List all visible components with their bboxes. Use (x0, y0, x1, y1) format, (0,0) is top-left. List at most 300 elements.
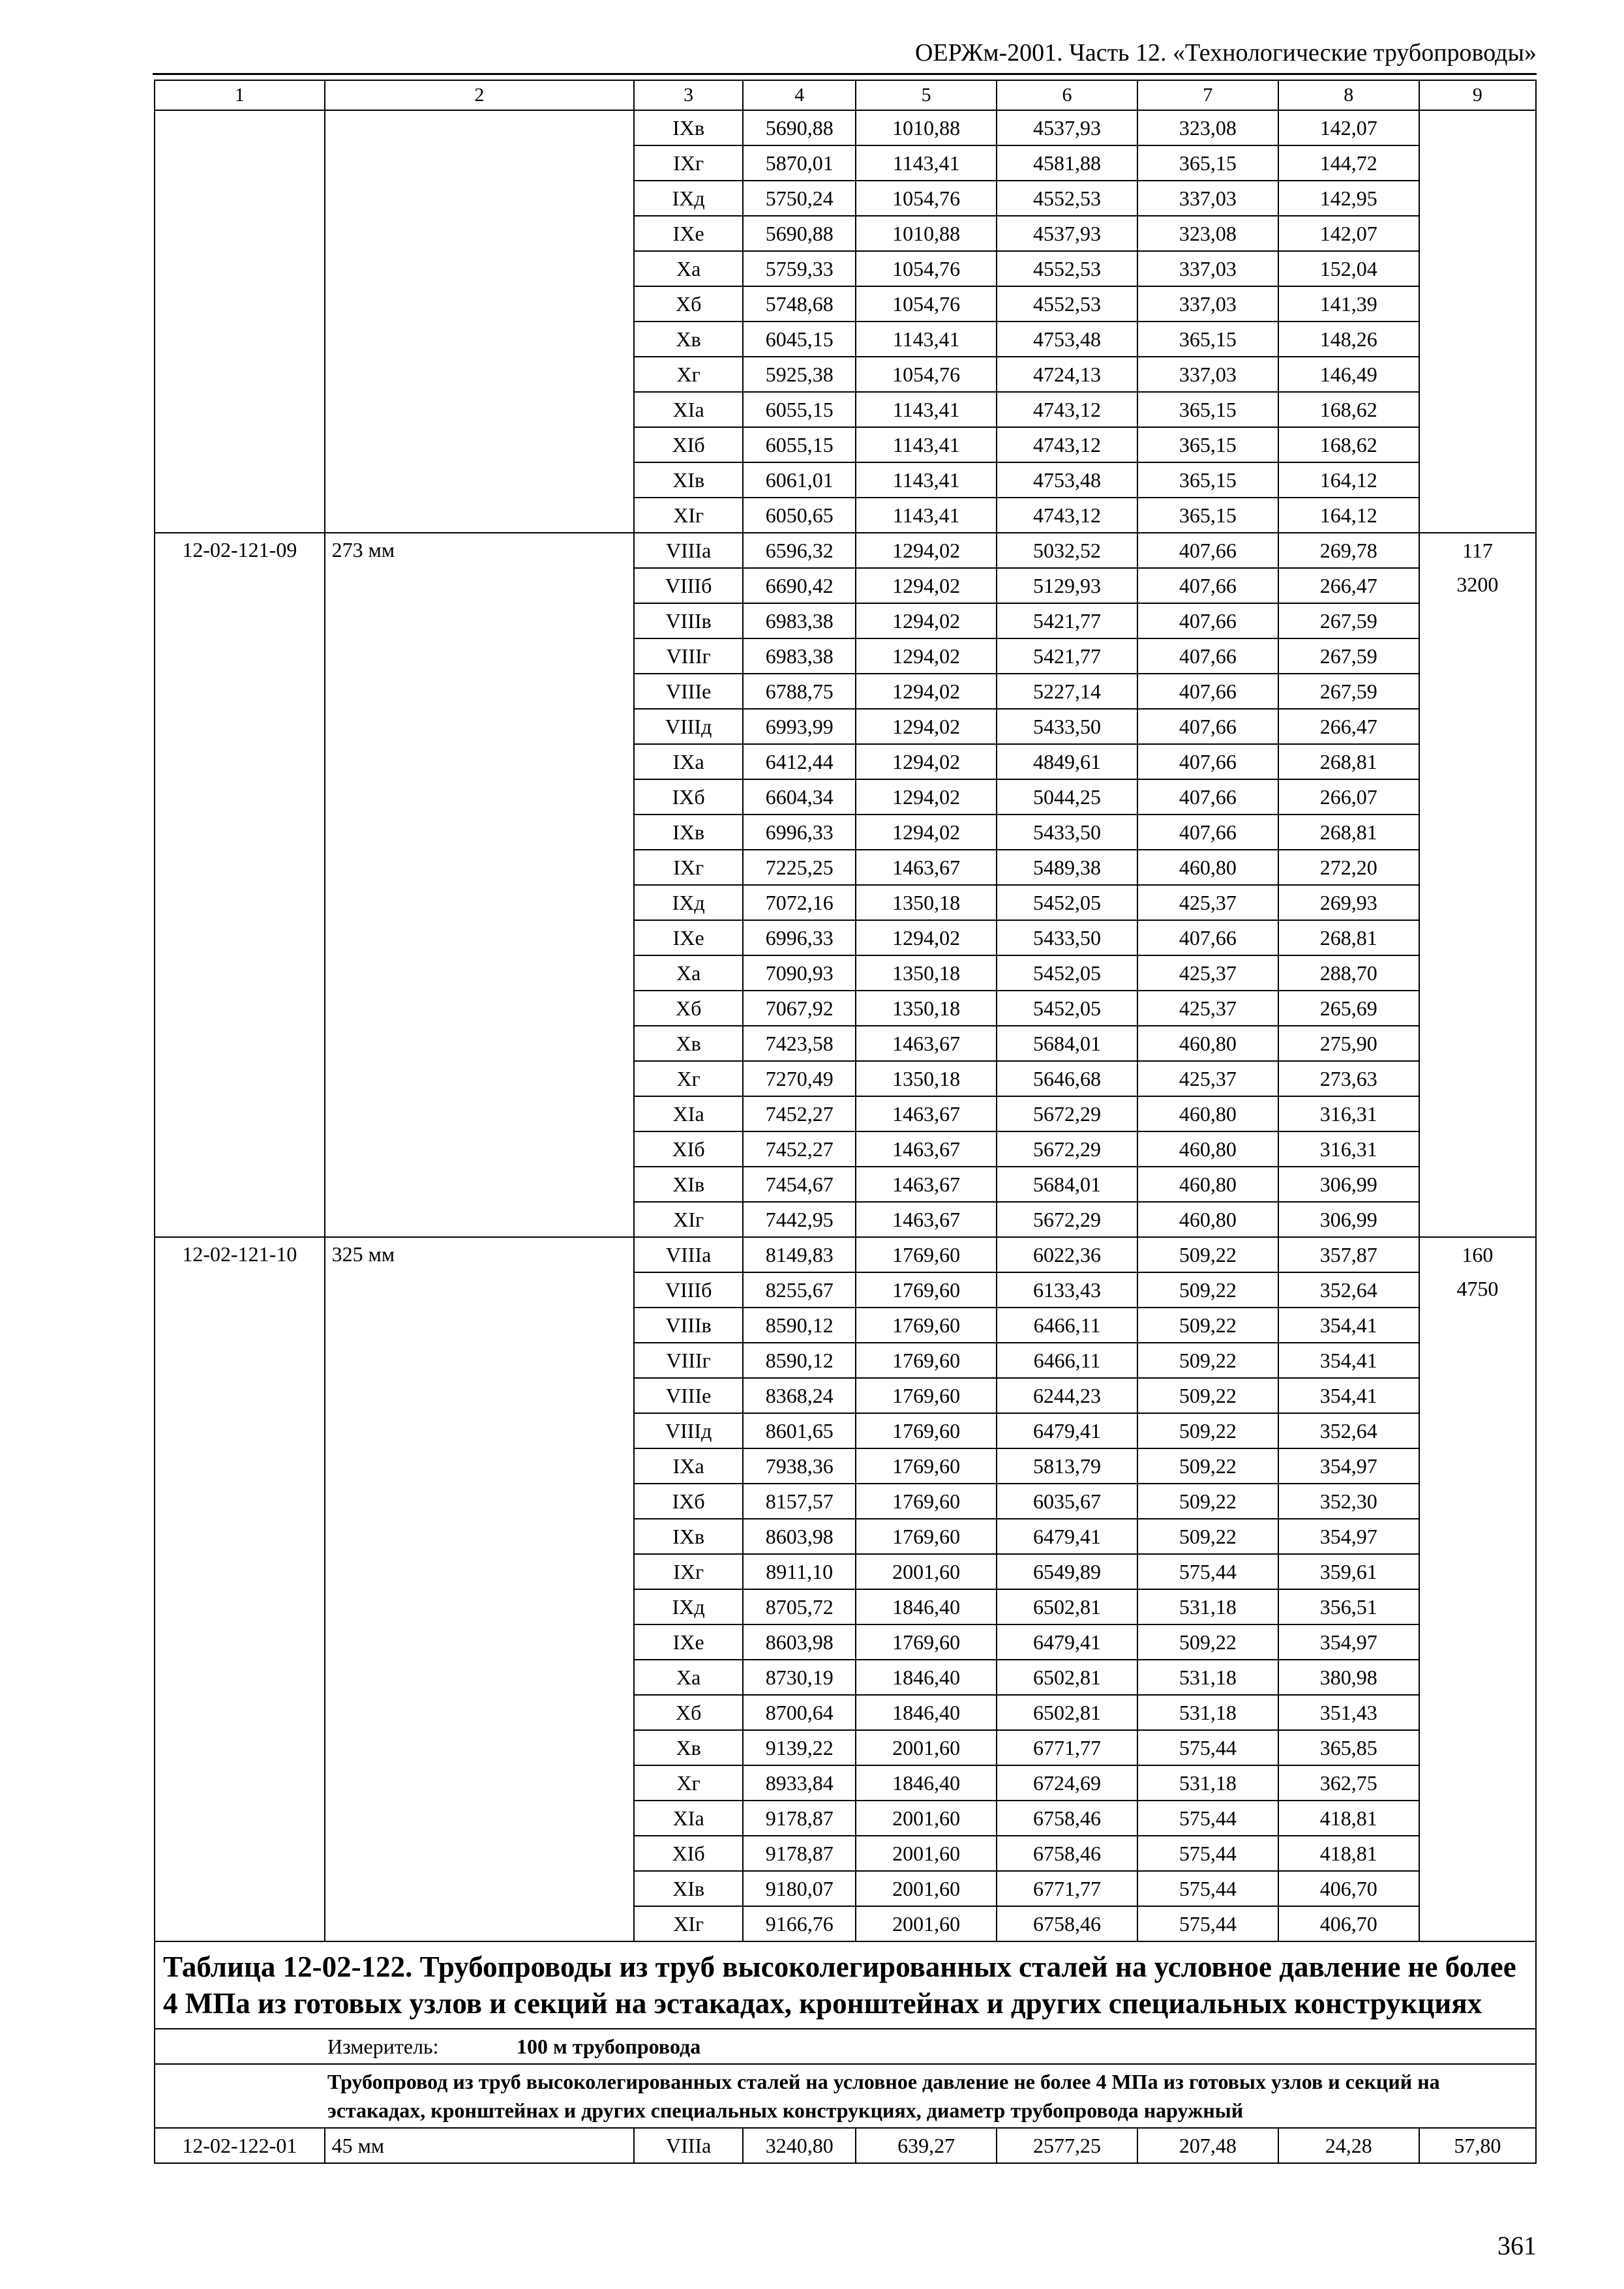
cell-value: 1846,40 (856, 1660, 997, 1695)
group-code: Xг (634, 1061, 743, 1096)
cell-value: 380,98 (1278, 1660, 1419, 1695)
cell-value: 407,66 (1137, 674, 1278, 709)
cell-value: 4581,88 (997, 145, 1137, 181)
cell-value: 4537,93 (997, 110, 1137, 145)
cell-value: 8603,98 (743, 1624, 856, 1660)
cell-value: 1294,02 (856, 603, 997, 638)
rate-code: 12-02-122-01 (155, 2128, 325, 2163)
cell-value: 7454,67 (743, 1167, 856, 1202)
cell-value: 4552,53 (997, 251, 1137, 286)
cell-value: 5452,05 (997, 991, 1137, 1026)
cell-value: 509,22 (1137, 1484, 1278, 1519)
cell-value: 316,31 (1278, 1131, 1419, 1167)
cell-value: 316,31 (1278, 1096, 1419, 1131)
cell-value: 509,22 (1137, 1308, 1278, 1343)
group-code: XIг (634, 498, 743, 533)
cell-value: 142,07 (1278, 110, 1419, 145)
cell-value: 265,69 (1278, 991, 1419, 1026)
cell-value: 6771,77 (997, 1871, 1137, 1906)
pipe-diameter: 325 мм (325, 1237, 635, 1941)
cell-value: 164,12 (1278, 462, 1419, 498)
col-number: 3 (634, 80, 743, 110)
cell-value: 168,62 (1278, 392, 1419, 427)
cell-value: 509,22 (1137, 1343, 1278, 1378)
cell-value: 359,61 (1278, 1554, 1419, 1589)
pipe-diameter: 273 мм (325, 533, 635, 1237)
group-code: VIIIа (634, 1237, 743, 1272)
cell-value: 1846,40 (856, 1695, 997, 1730)
group-code: Xб (634, 991, 743, 1026)
cell-value: 425,37 (1137, 991, 1278, 1026)
cell-value: 354,97 (1278, 1519, 1419, 1554)
header-rule (153, 73, 1537, 75)
cell-value: 9166,76 (743, 1906, 856, 1941)
cell-value: 6788,75 (743, 674, 856, 709)
cell-value: 2001,60 (856, 1554, 997, 1589)
cell-value: 460,80 (1137, 1202, 1278, 1237)
table-122-title-row (155, 1941, 1536, 2029)
group-code: Xв (634, 322, 743, 357)
cell-value: 323,08 (1137, 216, 1278, 251)
cell-value: 1463,67 (856, 1131, 997, 1167)
cell-value: 407,66 (1137, 603, 1278, 638)
cell-value: 1143,41 (856, 145, 997, 181)
cell-value: 8157,57 (743, 1484, 856, 1519)
cell-value: 8590,12 (743, 1308, 856, 1343)
cell-value: 1143,41 (856, 462, 997, 498)
cell-value: 8601,65 (743, 1413, 856, 1448)
cell-value: 6983,38 (743, 638, 856, 674)
cell-value: 354,97 (1278, 1624, 1419, 1660)
cell-value: 6996,33 (743, 920, 856, 955)
group-code: Xб (634, 286, 743, 322)
cell-value: 531,18 (1137, 1589, 1278, 1624)
group-code: IXд (634, 885, 743, 920)
cell-value: 1463,67 (856, 1202, 997, 1237)
cell-value: 6412,44 (743, 744, 856, 779)
group-code: Xв (634, 1730, 743, 1765)
cell-value: 1769,60 (856, 1484, 997, 1519)
cell-value: 266,47 (1278, 709, 1419, 744)
cell-value: 418,81 (1278, 1836, 1419, 1871)
cell-value: 6055,15 (743, 427, 856, 462)
cell-value: 6758,46 (997, 1801, 1137, 1836)
cell-value: 351,43 (1278, 1695, 1419, 1730)
group-code: Xа (634, 251, 743, 286)
cell-value: 1769,60 (856, 1237, 997, 1272)
cell-value: 639,27 (856, 2128, 997, 2163)
cell-value: 406,70 (1278, 1906, 1419, 1941)
cell-value: 6758,46 (997, 1836, 1137, 1871)
col-number: 9 (1419, 80, 1536, 110)
cell-value: 8700,64 (743, 1695, 856, 1730)
cell-value: 5672,29 (997, 1096, 1137, 1131)
cell-value: 2001,60 (856, 1801, 997, 1836)
cell-value: 144,72 (1278, 145, 1419, 181)
cell-value: 4552,53 (997, 181, 1137, 216)
cell-value: 407,66 (1137, 638, 1278, 674)
cell-value: 6466,11 (997, 1308, 1137, 1343)
group-code: IXв (634, 110, 743, 145)
group-code: XIа (634, 392, 743, 427)
cell-value: 365,15 (1137, 427, 1278, 462)
cell-value: 1054,76 (856, 286, 997, 322)
cell-value: 1769,60 (856, 1272, 997, 1308)
cell-value: 509,22 (1137, 1378, 1278, 1413)
cell-value: 57,80 (1419, 2128, 1536, 2163)
cell-value: 337,03 (1137, 286, 1278, 322)
group-code: VIIIв (634, 1308, 743, 1343)
cell-value: 272,20 (1278, 850, 1419, 885)
cell-value: 6549,89 (997, 1554, 1137, 1589)
cell-value: 1846,40 (856, 1589, 997, 1624)
cell-value: 460,80 (1137, 1167, 1278, 1202)
cell-value: 4753,48 (997, 322, 1137, 357)
cell-value: 5646,68 (997, 1061, 1137, 1096)
cell-value: 531,18 (1137, 1695, 1278, 1730)
cell-value: 141,39 (1278, 286, 1419, 322)
cell-value: 407,66 (1137, 709, 1278, 744)
cell-value: 7442,95 (743, 1202, 856, 1237)
cell-value: 306,99 (1278, 1167, 1419, 1202)
cell-value: 5433,50 (997, 920, 1137, 955)
cell-value: 5690,88 (743, 110, 856, 145)
cell-value: 357,87 (1278, 1237, 1419, 1272)
cell-value: 8911,10 (743, 1554, 856, 1589)
cell-value: 575,44 (1137, 1871, 1278, 1906)
group-code: IXд (634, 1589, 743, 1624)
cell-value: 6479,41 (997, 1413, 1137, 1448)
cell-value: 356,51 (1278, 1589, 1419, 1624)
cell-value: 509,22 (1137, 1624, 1278, 1660)
cell-value: 6055,15 (743, 392, 856, 427)
cell-value: 1769,60 (856, 1378, 997, 1413)
cell-value: 460,80 (1137, 850, 1278, 885)
cell-value: 1463,67 (856, 1167, 997, 1202)
cell-value: 575,44 (1137, 1906, 1278, 1941)
cell-value: 273,63 (1278, 1061, 1419, 1096)
cell-value: 8255,67 (743, 1272, 856, 1308)
cell-value: 8149,83 (743, 1237, 856, 1272)
cell-value: 5870,01 (743, 145, 856, 181)
cell-value: 266,07 (1278, 779, 1419, 815)
cell-value: 1294,02 (856, 674, 997, 709)
group-code: IXа (634, 744, 743, 779)
cell-value: 267,59 (1278, 674, 1419, 709)
table-122-description: Трубопровод из труб высоколегированных сталей на условное давление не более 4 МПа из готовых узлов и секций на эстакадах, кронштейнах и других специальных конструкциях, диаметр трубопровода наружный (155, 2064, 1536, 2128)
cell-value: 6133,43 (997, 1272, 1137, 1308)
cell-value: 5227,14 (997, 674, 1137, 709)
cell-value: 509,22 (1137, 1413, 1278, 1448)
group-code: IXд (634, 181, 743, 216)
cell-value: 509,22 (1137, 1448, 1278, 1484)
table-row (155, 110, 1536, 145)
cell-value: 6596,32 (743, 533, 856, 568)
group-code: VIIIд (634, 709, 743, 744)
cell-value: 269,78 (1278, 533, 1419, 568)
cell-value: 425,37 (1137, 1061, 1278, 1096)
cell-value: 6244,23 (997, 1378, 1137, 1413)
cell-value: 5684,01 (997, 1026, 1137, 1061)
col9-cell (1419, 533, 1536, 1237)
cell-value: 460,80 (1137, 1131, 1278, 1167)
group-code: IXб (634, 1484, 743, 1519)
rate-code: 12-02-121-10 (155, 1237, 325, 1941)
cell-value: 575,44 (1137, 1801, 1278, 1836)
cell-value: 8603,98 (743, 1519, 856, 1554)
cell-value: 4537,93 (997, 216, 1137, 251)
cell-value: 6604,34 (743, 779, 856, 815)
cell-value: 6502,81 (997, 1589, 1137, 1624)
cell-value: 4743,12 (997, 427, 1137, 462)
cell-value: 509,22 (1137, 1519, 1278, 1554)
group-code: IXа (634, 1448, 743, 1484)
cell-value: 146,49 (1278, 357, 1419, 392)
cell-value: 1143,41 (856, 322, 997, 357)
cell-value: 8705,72 (743, 1589, 856, 1624)
cell-value: 7270,49 (743, 1061, 856, 1096)
cell-value: 1463,67 (856, 1096, 997, 1131)
cell-value: 407,66 (1137, 533, 1278, 568)
cell-value: 6983,38 (743, 603, 856, 638)
group-code: VIIIа (634, 533, 743, 568)
cell-value: 8590,12 (743, 1343, 856, 1378)
cell-value: 6061,01 (743, 462, 856, 498)
group-code: VIIIг (634, 638, 743, 674)
cell-value: 7423,58 (743, 1026, 856, 1061)
cell-value: 1769,60 (856, 1624, 997, 1660)
cell-value: 5129,93 (997, 568, 1137, 603)
col9-value-b: 4750 (1456, 1277, 1499, 1300)
cell-value: 4724,13 (997, 357, 1137, 392)
cell-value: 5672,29 (997, 1202, 1137, 1237)
cell-value: 2577,25 (997, 2128, 1137, 2163)
cell-value: 1054,76 (856, 181, 997, 216)
cell-value: 460,80 (1137, 1026, 1278, 1061)
cell-value: 352,64 (1278, 1413, 1419, 1448)
group-code: XIа (634, 1096, 743, 1131)
cell-value: 5489,38 (997, 850, 1137, 885)
running-header: ОЕРЖм-2001. Часть 12. «Технологические трубопроводы» (914, 39, 1537, 67)
cell-value: 8368,24 (743, 1378, 856, 1413)
cell-value: 6690,42 (743, 568, 856, 603)
cell-value: 5433,50 (997, 815, 1137, 850)
group-code: VIIIг (634, 1343, 743, 1378)
cell-value: 531,18 (1137, 1660, 1278, 1695)
cell-value: 6993,99 (743, 709, 856, 744)
group-code: IXв (634, 815, 743, 850)
cell-value: 1010,88 (856, 216, 997, 251)
group-code: IXг (634, 1554, 743, 1589)
group-code: Xа (634, 955, 743, 991)
col-number: 4 (743, 80, 856, 110)
cell-value: 1294,02 (856, 744, 997, 779)
cell-value: 152,04 (1278, 251, 1419, 286)
cell-value: 4743,12 (997, 498, 1137, 533)
rates-table (154, 80, 1537, 2164)
cell-value: 142,07 (1278, 216, 1419, 251)
cell-value: 1769,60 (856, 1448, 997, 1484)
cell-value: 6996,33 (743, 815, 856, 850)
cell-value: 6758,46 (997, 1906, 1137, 1941)
group-code: VIIIб (634, 1272, 743, 1308)
cell-value: 406,70 (1278, 1871, 1419, 1906)
cell-value: 323,08 (1137, 110, 1278, 145)
cell-value: 4743,12 (997, 392, 1137, 427)
group-code: Xв (634, 1026, 743, 1061)
cell-value: 5690,88 (743, 216, 856, 251)
group-code: VIIIе (634, 674, 743, 709)
group-code: IXе (634, 1624, 743, 1660)
cell-value: 7452,27 (743, 1131, 856, 1167)
col-number: 2 (325, 80, 635, 110)
cell-value: 354,41 (1278, 1378, 1419, 1413)
cell-value: 1143,41 (856, 498, 997, 533)
cell-value: 6045,15 (743, 322, 856, 357)
cell-value: 5044,25 (997, 779, 1137, 815)
cell-value: 1350,18 (856, 1061, 997, 1096)
cell-value: 268,81 (1278, 744, 1419, 779)
cell-value: 164,12 (1278, 498, 1419, 533)
cell-value: 2001,60 (856, 1906, 997, 1941)
cell-value: 407,66 (1137, 779, 1278, 815)
cell-value: 1294,02 (856, 779, 997, 815)
cell-value: 142,95 (1278, 181, 1419, 216)
cell-value: 7452,27 (743, 1096, 856, 1131)
cell-value: 5750,24 (743, 181, 856, 216)
group-code: Xг (634, 357, 743, 392)
cell-value: 1294,02 (856, 568, 997, 603)
cell-value: 1463,67 (856, 850, 997, 885)
cell-value: 267,59 (1278, 603, 1419, 638)
cell-value: 1054,76 (856, 357, 997, 392)
cell-value: 575,44 (1137, 1836, 1278, 1871)
cell-value: 1294,02 (856, 638, 997, 674)
cell-value: 354,41 (1278, 1308, 1419, 1343)
group-code: VIIIа (634, 2128, 743, 2163)
group-code: XIг (634, 1906, 743, 1941)
cell-value: 7225,25 (743, 850, 856, 885)
cell-value: 5452,05 (997, 885, 1137, 920)
cell-value: 1350,18 (856, 955, 997, 991)
rate-code: 12-02-121-09 (155, 533, 325, 1237)
cell-value: 1769,60 (856, 1519, 997, 1554)
group-code: IXб (634, 779, 743, 815)
cell-value: 1769,60 (856, 1343, 997, 1378)
cell-value: 365,15 (1137, 498, 1278, 533)
cell-value: 288,70 (1278, 955, 1419, 991)
group-code: IXе (634, 216, 743, 251)
cell-value: 5759,33 (743, 251, 856, 286)
cell-value: 6502,81 (997, 1660, 1137, 1695)
cell-value: 4552,53 (997, 286, 1137, 322)
group-code: XIб (634, 427, 743, 462)
cell-value: 5925,38 (743, 357, 856, 392)
cell-value: 1769,60 (856, 1413, 997, 1448)
meter-cell (155, 2029, 1536, 2064)
cell-value: 6724,69 (997, 1765, 1137, 1801)
cell-value: 7938,36 (743, 1448, 856, 1484)
group-code: XIа (634, 1801, 743, 1836)
group-code: VIIIд (634, 1413, 743, 1448)
cell-value: 1294,02 (856, 533, 997, 568)
cell-value: 6479,41 (997, 1624, 1137, 1660)
description-row (155, 2064, 1536, 2128)
cell-value: 407,66 (1137, 744, 1278, 779)
cell-value: 1350,18 (856, 885, 997, 920)
cell-value: 266,47 (1278, 568, 1419, 603)
group-code: VIIIе (634, 1378, 743, 1413)
group-code: XIв (634, 1871, 743, 1906)
cell-value: 269,93 (1278, 885, 1419, 920)
cell-value: 425,37 (1137, 955, 1278, 991)
table-row (155, 533, 1536, 568)
cell-value: 268,81 (1278, 920, 1419, 955)
group-code: VIIIв (634, 603, 743, 638)
cell-value: 352,30 (1278, 1484, 1419, 1519)
cell-value: 6035,67 (997, 1484, 1137, 1519)
cell-value: 1010,88 (856, 110, 997, 145)
table-row (155, 1237, 1536, 1272)
cell-value: 418,81 (1278, 1801, 1419, 1836)
cell-value: 2001,60 (856, 1730, 997, 1765)
column-number-row (155, 80, 1536, 110)
col-number: 6 (997, 80, 1137, 110)
cell-value: 168,62 (1278, 427, 1419, 462)
group-code: XIв (634, 462, 743, 498)
pipe-diameter: 45 мм (325, 2128, 635, 2163)
col9-value-a: 160 (1462, 1243, 1494, 1266)
group-code: Xб (634, 1695, 743, 1730)
table-122-title: Таблица 12-02-122. Трубопроводы из труб высоколегированных сталей на условное давление не более 4 МПа из готовых узлов и секций на эстакадах, кронштейнах и других специальных конструкциях (155, 1941, 1536, 2029)
cell-value: 6771,77 (997, 1730, 1137, 1765)
cell-value: 8933,84 (743, 1765, 856, 1801)
group-code: IXе (634, 920, 743, 955)
cell-value: 7067,92 (743, 991, 856, 1026)
cell-value: 365,85 (1278, 1730, 1419, 1765)
group-code: IXг (634, 145, 743, 181)
cell-value: 7090,93 (743, 955, 856, 991)
table-row (155, 2128, 1536, 2163)
cell-value: 354,41 (1278, 1343, 1419, 1378)
cell-value: 337,03 (1137, 357, 1278, 392)
group-code: XIб (634, 1131, 743, 1167)
cell-value: 337,03 (1137, 251, 1278, 286)
cell-value: 6502,81 (997, 1695, 1137, 1730)
cell-value: 365,15 (1137, 392, 1278, 427)
cell-value: 6466,11 (997, 1343, 1137, 1378)
pipe-diameter (325, 110, 635, 533)
group-code: Xа (634, 1660, 743, 1695)
cell-value: 2001,60 (856, 1871, 997, 1906)
cell-value: 5672,29 (997, 1131, 1137, 1167)
cell-value: 362,75 (1278, 1765, 1419, 1801)
cell-value: 9178,87 (743, 1801, 856, 1836)
col9-cell (1419, 1237, 1536, 1941)
cell-value: 1769,60 (856, 1308, 997, 1343)
cell-value: 9180,07 (743, 1871, 856, 1906)
cell-value: 365,15 (1137, 322, 1278, 357)
cell-value: 267,59 (1278, 638, 1419, 674)
col9-value-a: 117 (1462, 539, 1493, 562)
cell-value: 6022,36 (997, 1237, 1137, 1272)
cell-value: 5421,77 (997, 638, 1137, 674)
cell-value: 207,48 (1137, 2128, 1278, 2163)
cell-value: 9178,87 (743, 1836, 856, 1871)
cell-value: 6050,65 (743, 498, 856, 533)
group-code: XIг (634, 1202, 743, 1237)
cell-value: 575,44 (1137, 1730, 1278, 1765)
